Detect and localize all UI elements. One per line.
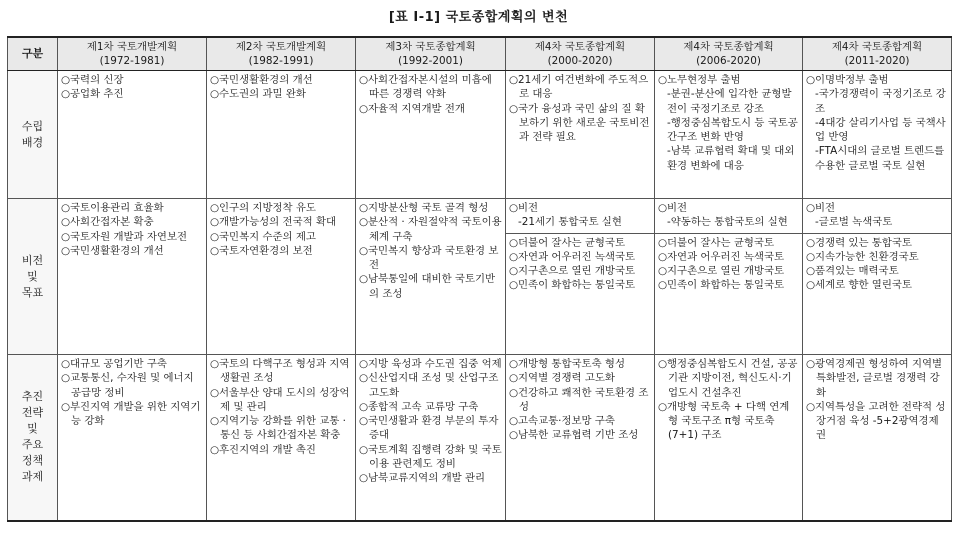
cell-strategy-plan5 <box>655 355 803 521</box>
list-item: ○이명박정부 출범 <box>806 74 889 86</box>
plan-period: (2000-2020) <box>547 55 613 67</box>
list-item: ○국토자원 개발과 자연보전 <box>61 230 188 243</box>
cell-background-plan3 <box>356 71 506 199</box>
vision-statement <box>655 199 802 234</box>
plan-period: (1972-1981) <box>99 55 165 67</box>
list-item: ○더불어 잘사는 균형국토 <box>509 236 625 249</box>
list-item: ○행정중심복합도시 건설, 공공기관 지방이전, 혁신도시·기업도시 건설추진 <box>658 358 798 399</box>
plan-period: (1992-2001) <box>398 55 463 67</box>
list-item: ○21세기 여건변화에 주도적으로 대응 <box>509 74 649 101</box>
row-label-text: 비전 <box>21 253 44 267</box>
list-item: ○지역기능 강화를 위한 교통 · 통신 등 사회간접자본 확충 <box>210 415 346 442</box>
plan-name: 제2차 국토개발계획 <box>235 41 327 53</box>
cell-background-plan2 <box>207 71 356 199</box>
list-item: ○후진지역의 개발 촉진 <box>210 443 316 456</box>
plan-name: 제4차 국토종합계획 <box>683 41 774 53</box>
list-item: ○분산적 · 자원절약적 국토이용체계 구축 <box>359 216 502 243</box>
row-label-text: 목표 <box>21 285 44 299</box>
list-item: ○신산업지대 조성 및 산업구조고도화 <box>359 372 499 399</box>
list-item: ○경쟁력 있는 통합국토 <box>806 236 912 249</box>
cell-vision-plan5 <box>655 199 803 355</box>
cell-vision-plan1 <box>58 199 207 355</box>
vision-label: ○비전 <box>806 202 836 214</box>
cell-background-plan1 <box>58 71 207 199</box>
plan-history-table <box>7 36 952 522</box>
list-item: ○서울부산 양대 도시의 성장억제 및 관리 <box>210 386 350 413</box>
list-item: ○국토이용관리 효율화 <box>61 202 164 214</box>
row-label-strategy <box>8 355 58 521</box>
plan-period: (2006-2020) <box>696 55 761 67</box>
list-item: ○건강하고 쾌적한 국토환경 조성 <box>509 386 649 413</box>
list-item: ○공업화 추진 <box>61 88 124 101</box>
list-subitem: -분권-분산에 입각한 균형발전이 국정기조로 강조 <box>667 88 792 115</box>
cell-vision-plan6 <box>803 199 952 355</box>
list-item: ○국토계획 집행력 강화 및 국토이용 관련제도 정비 <box>359 443 502 471</box>
list-item: ○품격있는 매력국토 <box>806 265 899 278</box>
list-item: ○남북통일에 대비한 국토기반의 조성 <box>359 273 496 300</box>
list-item: ○노무현정부 출범 <box>658 74 741 86</box>
list-item: ○지방 육성과 수도권 집중 억제 <box>359 358 502 370</box>
row-label-text: 추진 <box>21 390 44 404</box>
list-item: ○국민생활환경의 개선 <box>210 74 313 86</box>
list-subitem: -행정중심복합도시 등 국토공간구조 변화 반영 <box>667 116 798 144</box>
plan-name: 제4차 국토종합계획 <box>831 41 923 53</box>
list-item: ○국민생활환경의 개선 <box>61 244 164 257</box>
list-item: ○더불어 잘사는 균형국토 <box>658 236 774 249</box>
table-row <box>8 199 952 355</box>
row-label-text: 과제 <box>21 470 44 484</box>
row-label-text: 및 <box>27 422 38 436</box>
header-plan-6 <box>803 37 952 71</box>
list-item: ○남북교류지역의 개발 관리 <box>359 472 486 485</box>
plan-name: 제4차 국토종합계획 <box>534 41 626 53</box>
vision-statement <box>506 199 654 234</box>
vision-statement <box>803 199 951 234</box>
list-subitem: -4대강 살리기사업 등 국책사업 반영 <box>815 116 946 144</box>
cell-strategy-plan1 <box>58 355 207 521</box>
list-item: ○지역특성을 고려한 전략적 성장거점 육성 -5+2광역경제권 <box>806 400 946 442</box>
list-item: ○교통통신, 수자원 및 에너지 공급망 정비 <box>61 372 194 399</box>
row-label-vision <box>8 199 58 355</box>
header-gubun: 구분 <box>8 37 58 71</box>
list-item: ○광역경제권 형성하여 지역별 특화발전, 글로벌 경쟁력 강화 <box>806 358 943 399</box>
table-row <box>8 71 952 199</box>
header-plan-4 <box>506 37 655 71</box>
list-item: ○사회간접자본시설의 미흡에 따른 경쟁력 약화 <box>359 74 492 101</box>
list-subitem: -FTA시대의 글로벌 트렌드를 수용한 글로벌 국토 실현 <box>815 145 945 172</box>
row-label-text: 및 <box>27 269 38 283</box>
list-item: ○남북한 교류협력 기반 조성 <box>509 429 639 442</box>
plan-period: (1982-1991) <box>248 55 314 67</box>
list-item: ○자연과 어우러진 녹색국토 <box>509 250 636 263</box>
list-item: ○자연과 어우러진 녹색국토 <box>658 250 785 263</box>
list-item: ○사회간접자본 확충 <box>61 216 154 229</box>
list-item: ○지역별 경쟁력 고도화 <box>509 372 615 385</box>
vision-value: -약동하는 통합국토의 실현 <box>667 216 788 229</box>
cell-background-plan5 <box>655 71 803 199</box>
cell-strategy-plan2 <box>207 355 356 521</box>
header-plan-2 <box>207 37 356 71</box>
vision-value: -21세기 통합국토 실현 <box>518 216 622 229</box>
list-item: ○세계로 향한 열린국토 <box>806 279 912 292</box>
row-label-text: 주요 <box>21 438 44 452</box>
row-label-background <box>8 71 58 199</box>
header-plan-3 <box>356 37 506 71</box>
header-row <box>8 37 952 71</box>
header-plan-1 <box>58 37 207 71</box>
list-item: ○개발가능성의 전국적 확대 <box>210 216 337 229</box>
list-item: ○국토자연환경의 보전 <box>210 244 313 257</box>
cell-vision-plan2 <box>207 199 356 355</box>
cell-vision-plan4 <box>506 199 655 355</box>
cell-strategy-plan3 <box>356 355 506 521</box>
cell-vision-plan3 <box>356 199 506 355</box>
list-item: ○대규모 공업기반 구축 <box>61 358 167 370</box>
list-item: ○지구촌으로 열린 개방국토 <box>658 265 785 278</box>
list-item: ○개방형 통합국토축 형성 <box>509 358 625 370</box>
row-label-text: 정책 <box>21 454 44 468</box>
list-item: ○지방분산형 국토 골격 형성 <box>359 202 489 214</box>
list-item: ○자율적 지역개발 전개 <box>359 102 465 115</box>
cell-strategy-plan4 <box>506 355 655 521</box>
plan-period: (2011-2020) <box>844 55 910 67</box>
list-item: ○국토의 다핵구조 형성과 지역생활권 조성 <box>210 358 350 385</box>
table-title: [표 Ⅰ-1] 국토종합계획의 변천 <box>388 10 569 25</box>
list-subitem: -남북 교류협력 확대 및 대외환경 변화에 대응 <box>667 145 795 172</box>
list-subitem: -국가경쟁력이 국정기조로 강조 <box>815 88 946 115</box>
plan-name: 제1차 국토개발계획 <box>86 41 178 53</box>
list-item: ○수도권의 과밀 완화 <box>210 88 306 101</box>
vision-label: ○비전 <box>509 202 539 214</box>
list-item: ○민족이 화합하는 통일국토 <box>509 279 636 292</box>
list-item: ○국민복지 향상과 국토환경 보전 <box>359 244 499 272</box>
list-item: ○종합적 고속 교류망 구축 <box>359 400 479 413</box>
cell-strategy-plan6 <box>803 355 952 521</box>
plan-name: 제3차 국토종합계획 <box>385 41 476 53</box>
vision-value: -글로벌 녹색국토 <box>815 216 893 229</box>
list-item: ○국민복지 수준의 제고 <box>210 230 316 243</box>
cell-background-plan4 <box>506 71 655 199</box>
list-item: ○인구의 지방정착 유도 <box>210 202 316 214</box>
list-item: ○지구촌으로 열린 개방국토 <box>509 265 636 278</box>
vision-label: ○비전 <box>658 202 688 214</box>
row-label-text: 배경 <box>21 135 44 149</box>
row-label-text: 전략 <box>21 406 44 420</box>
table-row <box>8 355 952 521</box>
list-item: ○국력의 신장 <box>61 74 124 86</box>
list-item: ○고속교통·정보망 구축 <box>509 415 615 428</box>
header-plan-5 <box>655 37 803 71</box>
list-item: ○국가 융성과 국민 삶의 질 확보하기 위한 새로운 국토비전과 전략 필요 <box>509 102 650 144</box>
cell-background-plan6 <box>803 71 952 199</box>
list-item: ○민족이 화합하는 통일국토 <box>658 279 785 292</box>
list-item: ○지속가능한 친환경국토 <box>806 250 919 263</box>
list-item: ○국민생활과 환경 부문의 투자증대 <box>359 415 499 442</box>
list-item: ○부진지역 개발을 위한 지역기능 강화 <box>61 400 201 428</box>
list-item: ○개방형 국토축 + 다핵 연계형 국토구조 π형 국토축(7+1) 구조 <box>658 400 790 442</box>
row-label-text: 수립 <box>21 119 44 133</box>
